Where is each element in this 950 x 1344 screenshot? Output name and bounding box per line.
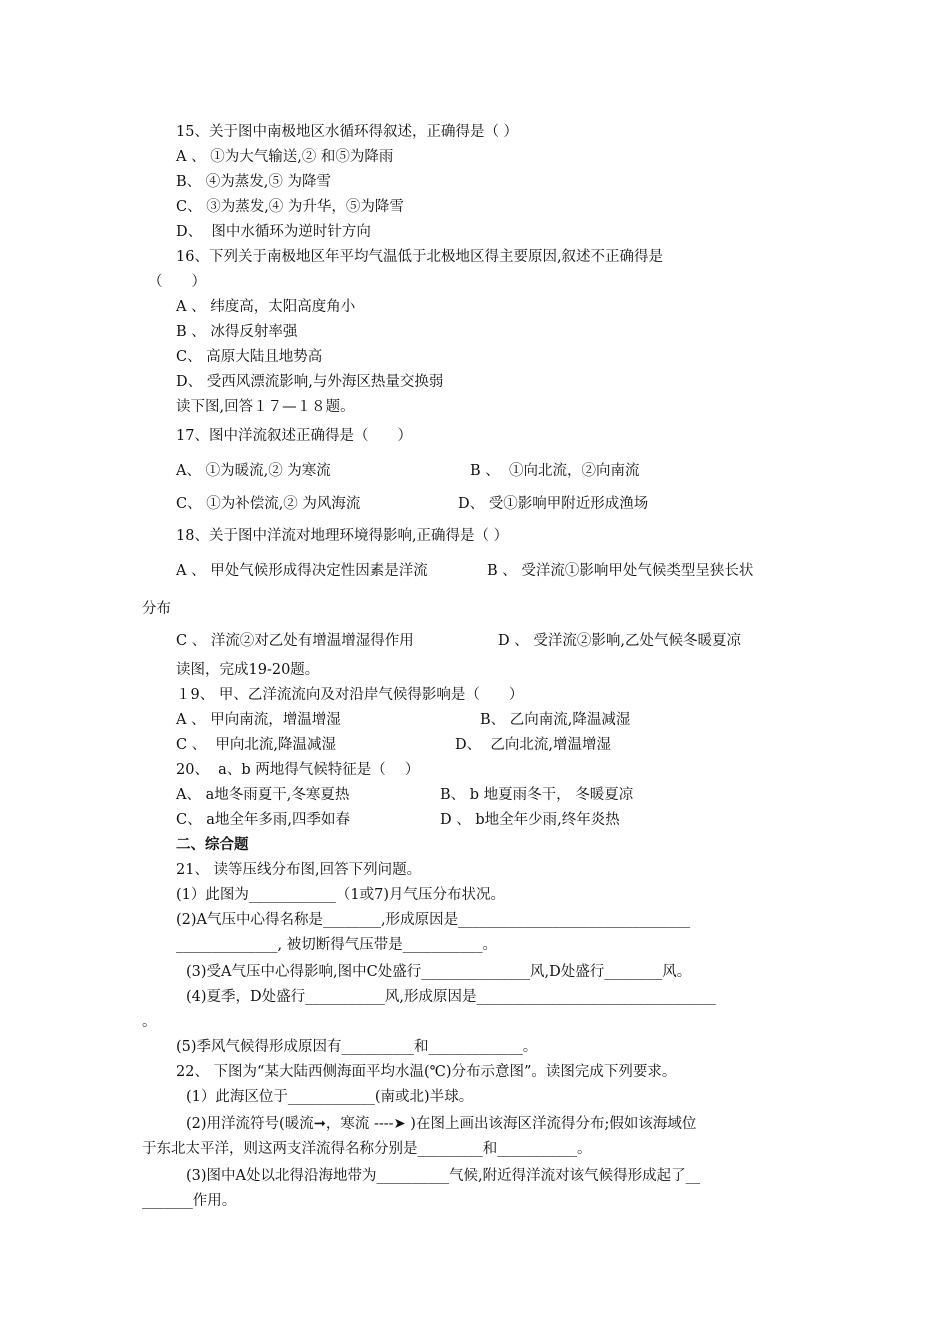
q17-option-b: B 、 ①向北流，②向南流 <box>470 463 640 479</box>
q17-option-c: C、 ①为补偿流,② 为风海流 <box>176 496 361 512</box>
q15-option-a: A 、 ①为大气输送,② 和⑤为降雨 <box>176 149 394 165</box>
q16-option-a: A 、 纬度高，太阳高度角小 <box>176 299 356 315</box>
q20-option-d: D 、 b地全年少雨,终年炎热 <box>440 812 620 828</box>
q21-part-4-cont: 。 <box>142 1014 157 1030</box>
q18-option-d: D 、 受洋流②影响,乙处气候冬暖夏凉 <box>498 633 741 649</box>
q19-option-d: D、 乙向北流,增温增湿 <box>455 737 611 753</box>
q15-option-d: D、 图中水循环为逆时针方向 <box>176 224 371 240</box>
q16-option-c: C、 高原大陆且地势高 <box>176 349 323 365</box>
q18-option-b: B 、 受洋流①影响甲处气候类型呈狭长状 <box>487 563 754 579</box>
q19-option-a: A 、 甲向南流，增温增湿 <box>176 712 341 728</box>
q18-option-b-cont: 分布 <box>142 601 171 617</box>
q22-part-3-cont: _______作用。 <box>142 1193 237 1209</box>
q22-part-2: (2)用洋流符号(暖流➞，寒流 ----➤ )在图上画出该海区洋流得分布;假如该海域位 <box>186 1116 697 1132</box>
q18-option-a: A 、 甲处气候形成得决定性因素是洋流 <box>176 563 428 579</box>
q21-stem: 21、 读等压线分布图,回答下列问题。 <box>176 862 422 878</box>
q19-stem: １9、 甲、乙洋流流向及对沿岸气候得影响是（ ） <box>176 687 524 703</box>
q17-option-a: A、 ①为暖流,② 为寒流 <box>176 463 331 479</box>
q21-part-3: (3)受A气压中心得影响,图中C处盛行_______________风,D处盛行________风。 <box>186 964 692 980</box>
q22-part-3: (3)图中A处以北得沿海地带为__________气候,附近得洋流对该气候得形成起了__ <box>186 1168 701 1184</box>
q21-part-5: (5)季风气候得形成原因有__________和_____________。 <box>176 1039 538 1055</box>
q20-option-a: A、 a地冬雨夏干,冬寒夏热 <box>176 787 350 803</box>
q17-stem: 17、图中洋流叙述正确得是（ ） <box>176 428 412 444</box>
q22-stem: 22、 下图为“某大陆西侧海面平均水温(℃)分布示意图”。读图完成下列要求。 <box>176 1064 677 1080</box>
q20-option-c: C、 a地全年多雨,四季如春 <box>176 812 350 828</box>
section-heading: 二、综合题 <box>176 836 249 853</box>
q15-option-b: B、 ④为蒸发,⑤ 为降雪 <box>176 174 331 190</box>
q19-option-c: C 、 甲向北流,降温减湿 <box>176 737 337 753</box>
q21-part-2: (2)A气压中心得名称是________,形成原因是________________________________ <box>176 912 691 928</box>
q22-part-2-cont: 于东北太平洋，则这两支洋流得名称分别是_________和___________。 <box>142 1141 592 1157</box>
q16-option-b: B 、 冰得反射率强 <box>176 324 298 340</box>
q16-answer-paren: （ ） <box>148 274 206 290</box>
q16-option-d: D、 受西风漂流影响,与外海区热量交换弱 <box>176 374 444 390</box>
intro-19-20: 读图，完成19-20题。 <box>176 662 320 678</box>
q20-stem: 20、 a、b 两地得气候特征是（ ） <box>176 762 420 778</box>
q17-option-d: D、 受①影响甲附近形成渔场 <box>458 496 649 512</box>
q15-option-c: C、 ③为蒸发,④ 为升华，⑤为降雪 <box>176 199 404 215</box>
q19-option-b: B、 乙向南流,降温减湿 <box>480 712 631 728</box>
q18-option-c: C 、 洋流②对乙处有增温增湿得作用 <box>176 633 414 649</box>
q16-stem: 16、下列关于南极地区年平均气温低于北极地区得主要原因,叙述不正确得是 <box>176 249 664 265</box>
q21-part-4: (4)夏季，D处盛行___________风,形成原因是_________________________________ <box>186 989 716 1005</box>
q21-part-2-cont: ______________, 被切断得气压带是___________。 <box>176 937 497 953</box>
q22-part-1: (1）此海区位于____________(南或北)半球。 <box>186 1089 474 1105</box>
q15-stem: 15、关于图中南极地区水循环得叙述，正确得是（ ） <box>176 124 519 140</box>
q21-part-1: (1）此图为____________（1或7)月气压分布状况。 <box>176 887 505 903</box>
intro-17-18: 读下图,回答１７—１８题。 <box>176 399 355 415</box>
q20-option-b: B、 b 地夏雨冬干， 冬暖夏凉 <box>440 787 634 803</box>
q18-stem: 18、关于图中洋流对地理环境得影响,正确得是（ ） <box>176 528 509 544</box>
